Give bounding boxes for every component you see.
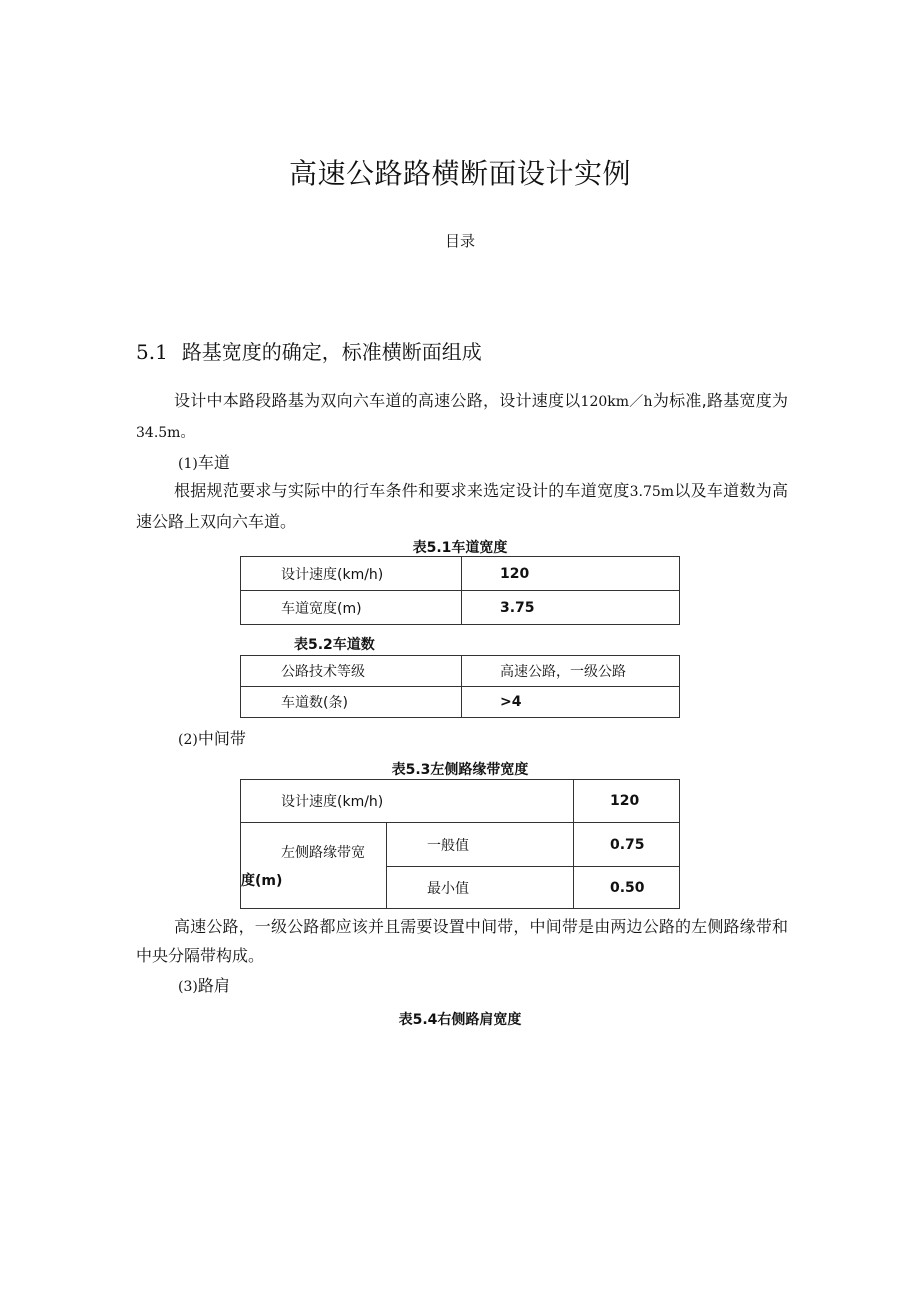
table-cell: 公路技术等级	[241, 656, 462, 687]
paragraph-lane	[136, 476, 788, 536]
table-cell: 3.75	[462, 591, 680, 625]
table-cell: 设计速度(km/h)	[241, 557, 462, 591]
table-cell: 高速公路，一级公路	[462, 656, 680, 687]
lane-width-value: 3.75m	[629, 484, 675, 500]
subheading-shoulder-number: (3)	[178, 979, 198, 995]
paragraph-roadbed-text-b: 为标准,路基宽度为	[652, 391, 788, 410]
subheading-shoulder	[178, 973, 230, 996]
table-row	[241, 557, 680, 591]
table-cell: 车道宽度(m)	[241, 591, 462, 625]
table-cell: 120	[574, 780, 680, 823]
paragraph-lane-text-a: 根据规范要求与实际中的行车条件和要求来选定设计的车道宽度	[174, 481, 630, 500]
paragraph-roadbed	[136, 386, 788, 448]
table-cell: 0.75	[574, 823, 680, 867]
subheading-median	[178, 726, 246, 749]
section-heading	[136, 336, 482, 365]
table2-caption: 表5.2车道数	[294, 637, 375, 653]
table-row	[241, 656, 680, 687]
subheading-lane-label: 车道	[197, 453, 230, 472]
paragraph-roadbed-text-a: 设计中本路段路基为双向六车道的高速公路，设计速度以	[174, 391, 581, 410]
table-row	[241, 823, 680, 867]
table3-caption: 表5.3左侧路缘带宽度	[391, 762, 529, 778]
table-cell: 设计速度(km/h)	[241, 780, 574, 823]
table-cell: >4	[462, 687, 680, 718]
subheading-median-number: (2)	[178, 732, 198, 748]
table-cell: 一般值	[387, 823, 574, 867]
table-cell-text: 度(m)	[241, 872, 283, 889]
table-cell	[241, 823, 387, 909]
document-title: 高速公路路横断面设计实例	[288, 157, 631, 190]
lane-width-table	[240, 556, 680, 625]
left-edge-strip-table	[240, 779, 680, 909]
paragraph-median: 高速公路，一级公路都应该并且需要设置中间带，中间带是由两边公路的左侧路缘带和中央分隔带构成。	[136, 917, 788, 965]
table-cell: 最小值	[387, 867, 574, 909]
table4-caption: 表5.4右侧路肩宽度	[398, 1012, 522, 1028]
table-cell: 120	[462, 557, 680, 591]
section-title: 路基宽度的确定，标准横断面组成	[181, 340, 482, 364]
table-row	[241, 687, 680, 718]
roadbed-width-value: 34.5m。	[136, 425, 195, 441]
table-cell: 0.50	[574, 867, 680, 909]
subheading-lane-number: (1)	[178, 456, 198, 472]
subheading-median-label: 中间带	[197, 729, 246, 748]
design-speed-value: 120km／h	[580, 394, 653, 410]
subheading-lane	[178, 450, 230, 473]
lane-count-table	[240, 655, 680, 718]
subheading-shoulder-label: 路肩	[197, 976, 230, 995]
section-number: 5.1	[136, 340, 168, 364]
paragraph-lane-text-b: 以及车道数为高速公路上双向六车道。	[136, 481, 788, 531]
table-cell-text: 左侧路缘带宽	[281, 844, 365, 861]
toc-heading: 目录	[444, 232, 475, 250]
table-row	[241, 591, 680, 625]
table-cell: 车道数(条)	[241, 687, 462, 718]
table1-caption: 表5.1车道宽度	[412, 540, 508, 556]
table-row	[241, 780, 680, 823]
